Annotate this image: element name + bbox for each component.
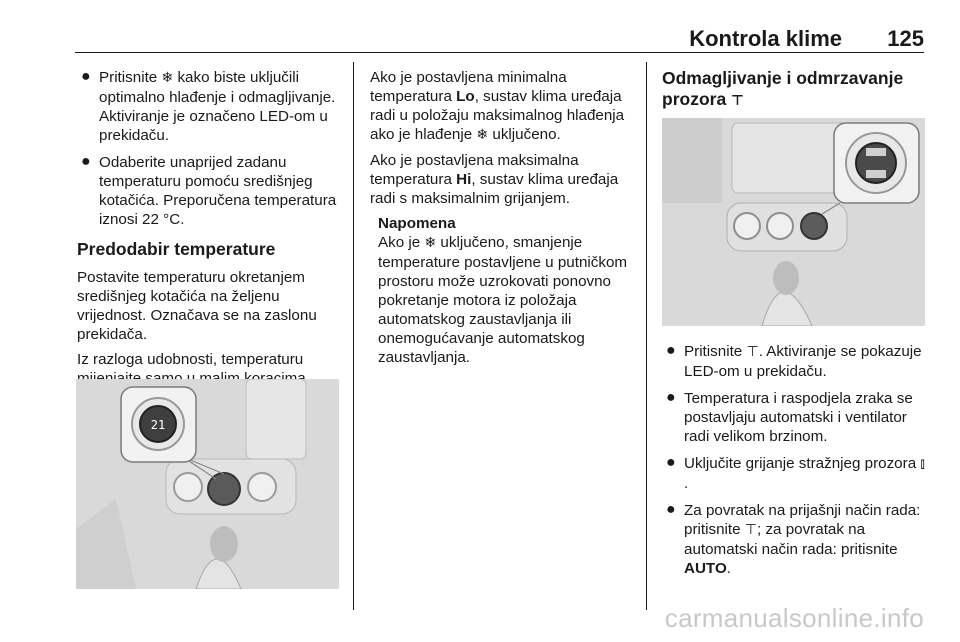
illustration-defrost-button: [662, 118, 925, 326]
bullet-item: ● Uključite grijanje stražnjeg prozora ⫾.: [666, 454, 925, 492]
paragraph: Iz razloga udobnosti, temperaturu: [77, 351, 304, 368]
illustration-temperature-knob: [76, 379, 339, 589]
note-block: [370, 214, 636, 367]
bullet-dot: ●: [81, 68, 91, 85]
bullet-dot: ●: [666, 501, 676, 518]
windscreen-defrost-icon: ⊤: [731, 93, 744, 109]
column-divider-2: [646, 62, 647, 610]
column-3: [662, 68, 926, 120]
paragraph: Ako je postavljena minimalna temperatura Lo, sustav klima uređaja radi u položaju maksimalnog hlađenja ako je hlađenje ❄ uključeno.: [370, 69, 625, 143]
page-number: 125: [887, 26, 924, 51]
column-3-list: [662, 342, 926, 586]
column-1: [77, 68, 342, 394]
windscreen-defrost-icon: ⊤: [744, 522, 757, 538]
snowflake-icon: ❄: [424, 235, 437, 251]
header-rule: [75, 52, 924, 53]
bullet-item: ● Temperatura i raspodjela zraka se postavljaju automatski i ventilator radi velikom brzinom.: [666, 389, 913, 445]
bullet-dot: ●: [666, 389, 676, 406]
temperature-display-text: 21: [150, 418, 166, 432]
watermark: carmanualsonline.info: [664, 603, 924, 633]
note-title: Napomena: [378, 215, 456, 232]
snowflake-icon: ❄: [161, 70, 174, 86]
bullet-dot: ●: [81, 153, 91, 170]
bullet-item: ● Pritisnite ❄ kako biste uključili optimalno hlađenje i odmagljivanje. Aktiviranje je označeno LED-om u prekidaču.: [81, 68, 336, 144]
note-text: Ako je ❄ uključeno, smanjenje temperature postavljene u putničkom prostoru može uzrokovati ponovno pokretanje motora iz položaja automatskog zaustavljanja ili onemogućavanje automatskog zaustavljanja.: [378, 234, 628, 366]
bullet-dot: ●: [666, 454, 676, 471]
column-2: [370, 68, 636, 367]
bullet-item: ● Za povratak na prijašnji način rada: pritisnite ⊤; za povratak na automatski način rada: pritisnite AUTO.: [666, 501, 921, 577]
bullet-item: ● Pritisnite ⊤. Aktiviranje se pokazuje LED-om u prekidaču.: [666, 342, 922, 380]
snowflake-icon: ❄: [476, 127, 489, 143]
section-heading: Odmagljivanje i odmrzavanje prozora ⊤: [662, 68, 926, 112]
section-heading: Predodabir temperature: [77, 239, 276, 259]
windscreen-defrost-icon: ⊤: [746, 344, 759, 360]
bullet-dot: ●: [666, 342, 676, 359]
bullet-item: ● Odaberite unaprijed zadanu temperaturu pomoću središnjeg kotačića. Preporučena temperatura iznosi 22 °C.: [81, 153, 337, 228]
column-divider-1: [353, 62, 354, 610]
paragraph: Ako je postavljena maksimalna temperatura Hi, sustav klima uređaja radi s maksimalnim grijanjem.: [370, 152, 619, 207]
rear-window-heating-icon: ⫾: [920, 456, 925, 472]
header-title: Kontrola klime: [689, 26, 842, 51]
paragraph: Postavite temperaturu okretanjem središnjeg kotačića na željenu vrijednost. Označava se na zaslonu prekidača.: [77, 269, 317, 343]
